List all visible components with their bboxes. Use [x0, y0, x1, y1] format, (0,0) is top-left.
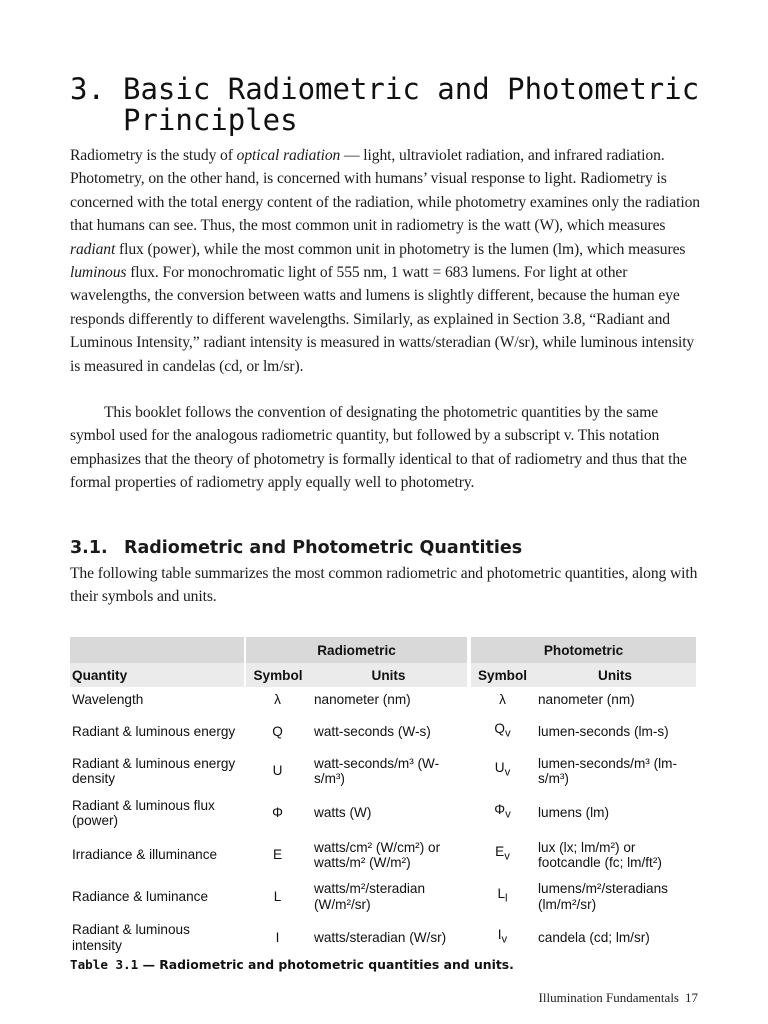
cell-quantity: Wavelength: [72, 692, 144, 708]
table-row: [70, 750, 696, 792]
caption-label: Table 3.1: [70, 957, 139, 972]
cell-radiometric-symbol: E: [272, 847, 283, 863]
cell-radiometric-units: watts (W): [314, 805, 372, 821]
cell-photometric-symbol: [471, 713, 534, 750]
table-row: [70, 713, 696, 750]
table-row: [70, 792, 696, 834]
photometric-symbol-letter: Q: [494, 720, 505, 736]
cell-photometric-symbol: [471, 687, 534, 713]
cell-radiometric-symbol: Q: [272, 723, 283, 739]
table-column-header-row: [70, 663, 696, 687]
section-heading: [70, 538, 522, 558]
cell-photometric-units: lumens/m²/steradians (lm/m²/sr): [538, 881, 668, 912]
intro-emphasis-radiant: radiant: [70, 240, 116, 258]
table-row: [70, 834, 696, 876]
cell-photometric-units: candela (cd; lm/sr): [538, 929, 650, 945]
chapter-title-line1: Basic Radiometric and Photometric: [123, 72, 700, 106]
cell-photometric-symbol: [471, 834, 534, 876]
cell-photometric-units: lumen-seconds/m³ (lm-s/m³): [538, 755, 677, 786]
photometric-symbol-letter: Φ: [494, 802, 506, 818]
cell-radiometric-units: nanometer (nm): [314, 692, 411, 708]
column-header-photometric-symbol: Symbol: [471, 663, 534, 687]
intro-paragraph: [70, 144, 702, 378]
photometric-symbol-subscript: v: [505, 809, 511, 822]
table-header-photometric: Photometric: [471, 637, 696, 663]
cell-photometric-symbol: [471, 917, 534, 958]
photometric-symbol-letter: E: [495, 844, 505, 860]
page-number: 17: [685, 990, 698, 1005]
chapter-number: 3.: [70, 72, 105, 106]
table-group-header-row: [70, 637, 696, 663]
table-row: [70, 917, 696, 958]
photometric-symbol-letter: I: [497, 926, 502, 942]
cell-quantity: Irradiance & illuminance: [72, 847, 218, 863]
section-intro-paragraph: The following table summarizes the most common radiometric and photometric quantities, along with their symbols and units.: [70, 565, 698, 606]
photometric-symbol-subscript: v: [504, 727, 511, 740]
cell-quantity: Radiance & luminance: [72, 888, 209, 904]
cell-photometric-symbol: [471, 876, 534, 917]
photometric-symbol-letter: L: [497, 885, 506, 901]
cell-radiometric-units: watts/cm² (W/cm²) or watts/m² (W/m²): [314, 839, 441, 870]
cell-photometric-symbol: [471, 750, 534, 792]
photometric-symbol-subscript: v: [504, 851, 510, 864]
intro-text-3: flux (power), while the most common unit in photometry is the lumen (lm), which measures: [115, 240, 686, 258]
chapter-title-line2: Principles: [123, 103, 298, 137]
cell-radiometric-symbol: I: [275, 929, 280, 945]
table-row: [70, 687, 696, 713]
column-header-radiometric-units: Units: [310, 663, 467, 687]
section-number: 3.1.: [70, 538, 108, 558]
column-header-photometric-units: Units: [534, 663, 696, 687]
caption-text: — Radiometric and photometric quantities and units.: [138, 957, 514, 972]
intro-emphasis-optical-radiation: optical radiation: [236, 147, 341, 164]
page-footer: [539, 990, 698, 1006]
cell-radiometric-symbol: L: [273, 888, 282, 904]
cell-photometric-units: lumens (lm): [538, 805, 609, 821]
cell-photometric-units: lux (lx; lm/m²) or footcandle (fc; lm/ft²): [538, 839, 662, 870]
photometric-symbol-subscript: l: [505, 892, 508, 905]
column-header-radiometric-symbol: Symbol: [245, 663, 310, 687]
table-header-blank: [70, 637, 245, 663]
cell-quantity: Radiant & luminous intensity: [72, 922, 190, 953]
cell-radiometric-units: watt-seconds/m³ (W-s/m³): [314, 755, 440, 786]
cell-photometric-units: lumen-seconds (lm-s): [538, 723, 669, 739]
quantities-table: [70, 637, 696, 958]
cell-radiometric-symbol: Φ: [272, 805, 283, 821]
cell-quantity: Radiant & luminous energy: [72, 723, 236, 739]
table-caption: [70, 957, 514, 972]
cell-radiometric-units: watts/m²/steradian (W/m²/sr): [314, 881, 426, 912]
cell-quantity: Radiant & luminous flux (power): [72, 797, 215, 828]
photometric-symbol-letter: λ: [499, 692, 506, 708]
photometric-symbol-subscript: v: [501, 933, 508, 946]
section-title: Radiometric and Photometric Quantities: [124, 538, 523, 558]
cell-radiometric-symbol: U: [272, 763, 283, 779]
column-header-quantity: Quantity: [70, 663, 245, 687]
photometric-symbol-letter: U: [494, 760, 505, 776]
photometric-symbol-subscript: v: [504, 767, 511, 780]
footer-book-title: Illumination Fundamentals: [538, 990, 679, 1005]
cell-photometric-units: nanometer (nm): [538, 692, 635, 708]
cell-radiometric-units: watts/steradian (W/sr): [314, 929, 447, 945]
cell-radiometric-symbol: λ: [274, 692, 281, 708]
intro-text-1: Radiometry is the study of: [70, 147, 237, 164]
convention-paragraph: This booklet follows the convention of designating the photometric quantities by the same symbol used for the analogous radiometric quantity, but followed by a subscript v. This notation emphasizes that the theory of photometry is formally identical to that of radiometry and thus that the formal properties of radiometry apply equally well to photometry.: [70, 404, 687, 492]
intro-emphasis-luminous: luminous: [70, 264, 127, 282]
chapter-title: [70, 74, 710, 136]
table-row: [70, 876, 696, 917]
intro-text-4: flux. For monochromatic light of 555 nm, 1 watt = 683 lumens. For light at other wavelengths, the conversion between watts and lumens is slightly different, because the human eye responds differently to different wavelengths. Similarly, as explained in Section 3.8, “Radiant and Luminous Intensity,” radiant intensity is measured in watts/steradian (W/sr), while luminous intensity is measured in candelas (cd, or lm/sr).: [70, 264, 695, 375]
cell-photometric-symbol: [471, 792, 534, 834]
cell-quantity: Radiant & luminous energy density: [72, 755, 236, 786]
cell-radiometric-units: watt-seconds (W-s): [314, 723, 431, 739]
table-header-radiometric: Radiometric: [245, 637, 467, 663]
intro-text-2: — light, ultraviolet radiation, and infrared radiation. Photometry, on the other hand, is concerned with humans’ visual response to light. Radiometry is concerned with the total energy content of the radiation, while photometry examines only the radiation that humans can see. Thus, the most common unit in radiometry is the watt (W), which measures: [70, 147, 700, 235]
